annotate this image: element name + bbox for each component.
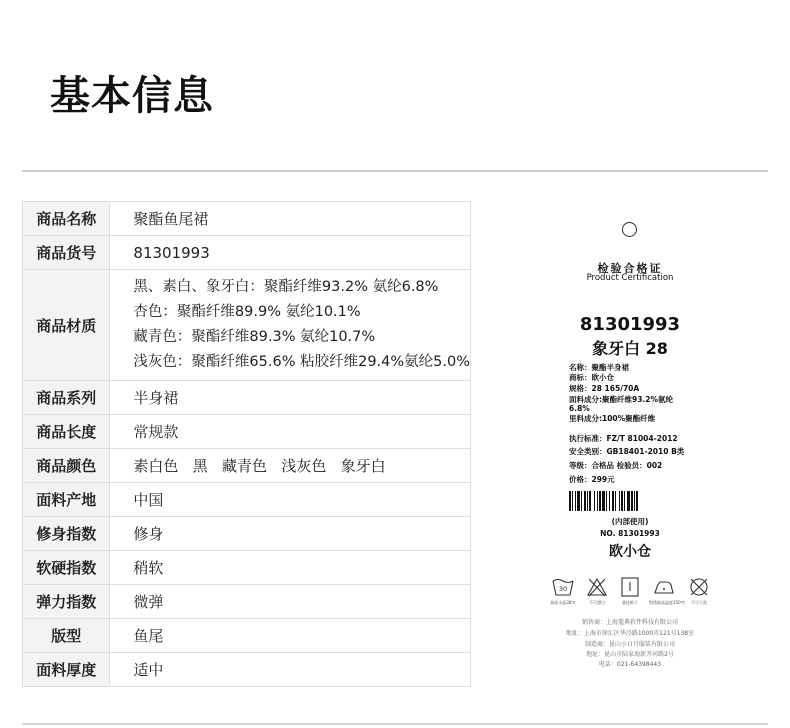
tag-info-line: 销售商：上海蔻典软件科技有限公司 [581,619,678,626]
spec-table [22,201,471,687]
table-row [23,517,471,551]
care-label: 熨烫最高温度150℃ [649,600,686,605]
spec-key: 面料厚度 [23,653,110,687]
material-line: 藏青色：聚酯纤维89.3% 氨纶10.7% [133,329,376,345]
spec-key: 软硬指数 [23,551,110,585]
spec-key: 弹力指数 [23,585,110,619]
spec-value: 中国 [110,483,471,517]
tag-standard-line: 执行标准：FZ/T 81004-2012 [569,434,678,443]
material-line: 杏色：聚酯纤维89.9% 氨纶10.1% [133,304,361,320]
tag-color-size: 象牙白 28 [592,339,668,358]
spec-value: 稍软 [110,551,471,585]
spec-key: 商品颜色 [23,449,110,483]
no-dry-clean-icon [687,575,711,599]
table-row [23,449,471,483]
tag-brand: 欧小仓 [609,544,651,560]
tag-number: NO. 81301993 [600,529,660,538]
tag-product-code: 81301993 [579,314,681,335]
table-row [23,236,471,270]
care-label: 最高水温30℃ [550,600,576,605]
care-label: 不可干洗 [691,600,707,605]
no-bleach-icon [585,575,609,599]
tag-detail-line: 里料成分:100%聚酯纤维 [569,414,656,423]
tag-cert-title: 检验合格证 [597,262,663,275]
spec-value: 常规款 [110,415,471,449]
tag-detail-line: 商标：欧小仓 [569,373,614,382]
spec-key: 版型 [23,619,110,653]
tag-detail-line: 面料成分:聚酯纤维93.2%氨纶 [569,395,674,404]
spec-value: 素白色 黑 藏青色 浅灰色 象牙白 [110,449,471,483]
material-line: 浅灰色：聚酯纤维65.6% 粘胶纤维29.4%氨纶5.0% [133,354,470,370]
table-row [23,415,471,449]
tag-detail-line: 规格：28 165/70A [569,384,640,393]
table-row [23,483,471,517]
spec-value: 半身裙 [110,381,471,415]
table-row [23,202,471,236]
tag-internal-use: (内部使用) [611,517,649,526]
tag-standard-line: 安全类别：GB18401-2010 B类 [569,447,685,456]
barcode-icon [569,491,677,511]
tag-standard-line: 等级：合格品 检验员：002 [569,461,663,470]
table-row [23,585,471,619]
spec-key: 商品材质 [23,270,110,381]
tag-cert-subtitle: Product Certification [586,273,674,283]
spec-value: 聚酯鱼尾裙 [110,202,471,236]
table-row [23,653,471,687]
spec-value-material [110,270,471,381]
table-row [23,619,471,653]
spec-key: 面料产地 [23,483,110,517]
table-row [23,381,471,415]
care-label: 悬挂晾干 [622,600,638,605]
divider-top [22,170,768,172]
material-line: 黑、素白、象牙白：聚酯纤维93.2% 氨纶6.8% [133,279,439,295]
tag-info-line: 制造商：昆山小日月服装有限公司 [584,641,675,648]
spec-key: 修身指数 [23,517,110,551]
hang-tag-image [550,218,707,668]
spec-key: 商品系列 [23,381,110,415]
tag-info-line: 电话：021-64398443 [598,661,662,668]
tag-detail-line: 名称：聚酯半身裙 [569,363,629,372]
divider-bottom [22,723,768,725]
wash-30-icon [551,575,575,599]
spec-value: 微弹 [110,585,471,619]
tag-hole [622,222,637,237]
tag-detail-line: 6.8% [569,404,590,413]
tag-info-line: 地址：上海市徐汇区华泾路1000弄121号138室 [565,630,695,637]
tag-info-line: 地址：昆山市陆家海新开河路2号 [586,651,674,658]
spec-key: 商品名称 [23,202,110,236]
spec-value: 81301993 [110,236,471,270]
spec-value: 鱼尾 [110,619,471,653]
spec-value: 修身 [110,517,471,551]
spec-key: 商品货号 [23,236,110,270]
tag-standard-line: 价格：299元 [569,475,615,484]
wash-temp-label: 30 [558,585,568,593]
iron-150-icon [652,575,676,599]
spec-key: 商品长度 [23,415,110,449]
table-row [23,270,471,381]
page-title: 基本信息 [50,73,214,119]
hang-dry-icon [618,575,642,599]
spec-value: 适中 [110,653,471,687]
care-label: 不可漂白 [589,600,605,605]
table-row [23,551,471,585]
